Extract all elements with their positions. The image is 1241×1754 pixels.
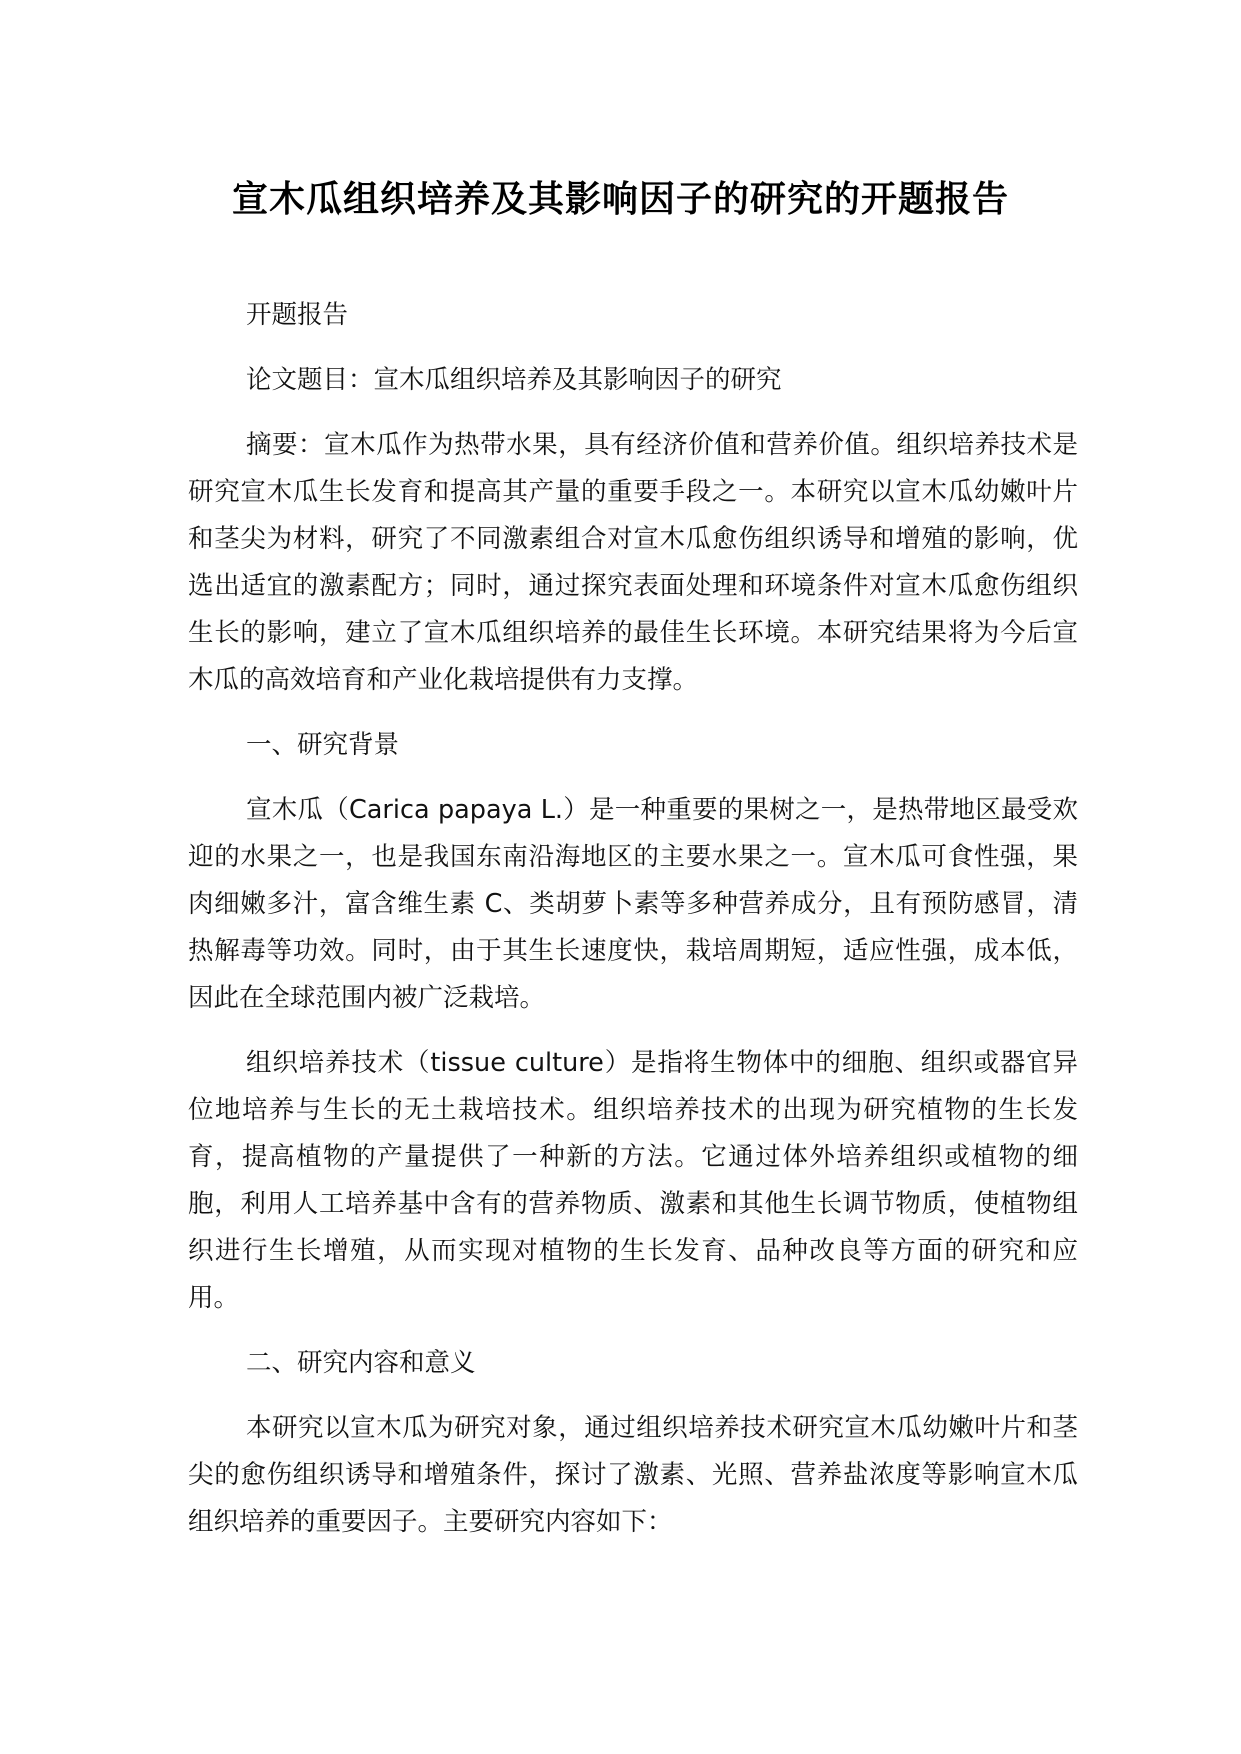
- document-body: [188, 292, 1078, 1564]
- abstract-paragraph: 摘要：宣木瓜作为热带水果，具有经济价值和营养价值。组织培养技术是研究宣木瓜生长发育和提高其产量的重要手段之一。本研究以宣木瓜幼嫩叶片和茎尖为材料，研究了不同激素组合对宣木瓜愈伤组织诱导和增殖的影响，优选出适宜的激素配方；同时，通过探究表面处理和环境条件对宣木瓜愈伤组织生长的影响，建立了宣木瓜组织培养的最佳生长环境。本研究结果将为今后宣木瓜的高效培育和产业化栽培提供有力支撑。: [188, 430, 1078, 695]
- background-paragraph-1: 宣木瓜（Carica papaya L.）是一种重要的果树之一，是热带地区最受欢迎的水果之一，也是我国东南沿海地区的主要水果之一。宣木瓜可食性强，果肉细嫩多汁，富含维生素 C、类胡萝卜素等多种营养成分，且有预防感冒，清热解毒等功效。同时，由于其生长速度快，栽培周期短，适应性强，成本低，因此在全球范围内被广泛栽培。: [188, 795, 1078, 1013]
- section-heading-content: 二、研究内容和意义: [246, 1348, 476, 1378]
- content-paragraph-1: 本研究以宣木瓜为研究对象，通过组织培养技术研究宣木瓜幼嫩叶片和茎尖的愈伤组织诱导和增殖条件，探讨了激素、光照、营养盐浓度等影响宣木瓜组织培养的重要因子。主要研究内容如下：: [188, 1413, 1078, 1537]
- document-title: 宣木瓜组织培养及其影响因子的研究的开题报告: [231, 179, 1009, 220]
- section-label-report: 开题报告: [246, 300, 349, 330]
- background-paragraph-2: 组织培养技术（tissue culture）是指将生物体中的细胞、组织或器官异位地培养与生长的无土栽培技术。组织培养技术的出现为研究植物的生长发育，提高植物的产量提供了一种新的方法。它通过体外培养组织或植物的细胞，利用人工培养基中含有的营养物质、激素和其他生长调节物质，使植物组织进行生长增殖，从而实现对植物的生长发育、品种改良等方面的研究和应用。: [188, 1048, 1078, 1313]
- thesis-title-line: 论文题目：宣木瓜组织培养及其影响因子的研究: [246, 365, 782, 395]
- section-heading-background: 一、研究背景: [246, 730, 400, 760]
